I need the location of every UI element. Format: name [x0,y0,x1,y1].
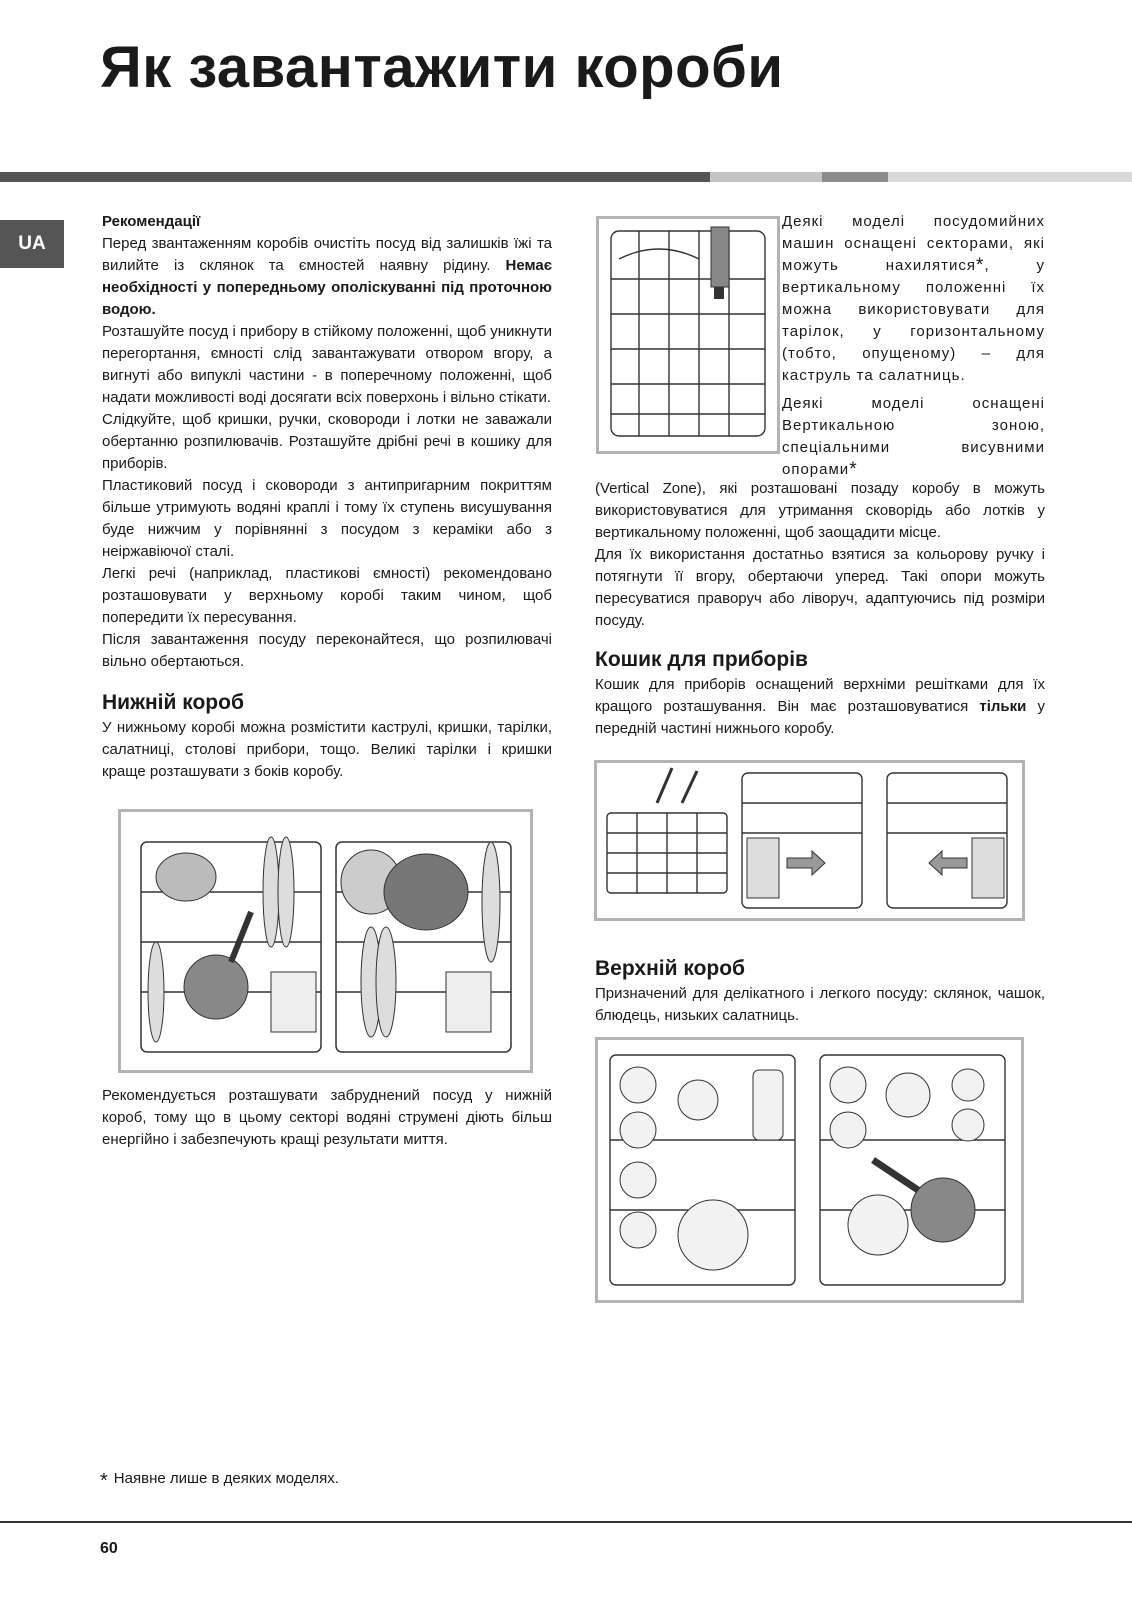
vertical-zone-text: (Vertical Zone), які розташовані позаду коробу в можуть використовуватися для утримання сковорідь або лотків у вертикальному положенні, щоб заощадити місце. Для їх використання достатньо взятися за кольорову ручку і потягнути її вгору, обертаючи уперед. Такі опори можуть пересуватися праворуч або ліворуч, адаптуючись під розміри посуду. Кошик для приборів Кошик для приборів оснащений верхніми решітками для їх кращого розташування. Він має розташовуватися тільки у передній частині нижнього коробу. [595,478,1045,740]
page-title: Як завантажити короби [100,35,784,100]
left-column [102,211,552,783]
header-bar-pale [888,172,1132,182]
header-bar-dark [0,172,710,182]
rec-paragraph-4: Пластиковий посуд і сковороди з антипригарним покриттям більше утримують водяні краплі і тому їх ступень висушування буде нижчим у порівнянні з посудом з кераміки або з неіржавіючої сталі. [102,477,552,560]
rec-paragraph-5: Легкі речі (наприклад, пластикові ємності) рекомендовано розташовувати у верхньому коробі таким чином, щоб попередити їх пересування. [102,565,552,626]
upper-basket-heading: Верхній короб [595,957,746,980]
tilting-sectors-illustration [596,216,780,454]
lower-basket-note: Рекомендується розташувати забруднений посуд у нижній короб, тому що в цьому секторі водяні струмені діють більш енергійно і забезпечують кращі результати миття. [102,1087,552,1148]
language-tab: UA [0,220,64,268]
rec-paragraph-3: Слідкуйте, щоб кришки, ручки, сковороди і лотки не заважали обертанню розпилювачів. Розташуйте дрібні речі в кошику для приборів. [102,411,552,472]
footer-rule [0,1521,1132,1523]
cutlery-basket-heading: Кошик для приборів [595,648,808,671]
cutlery-basket-illustration [594,760,1025,921]
lower-basket-heading: Нижній короб [102,691,244,714]
cutlery-basket-paragraph: Кошик для приборів оснащений верхніми решітками для їх кращого розташування. Він має розташовуватися тільки у передній частині нижнього коробу. [595,676,1045,737]
tilting-sectors-text: Деякі моделі посудомийних машин оснащені секторами, які можуть нахилятися*, у вертикальному положенні їх можна використовувати для тарілок, у горизонтальному (тобто, опущеному) – для каструль та салатниць. Деякі моделі оснащені Вертикальною зоною, спеціальними висувними опорами* [782,213,1045,480]
lower-basket-paragraph: У нижньому коробі можна розмістити каструлі, кришки, тарілки, салатниці, столові прибори, тощо. Великі тарілки і кришки краще розташувати з боків коробу. [102,719,552,780]
header-bar-light [710,172,822,182]
upper-basket-paragraph: Призначений для делікатного і легкого посуду: склянок, чашок, блюдець, низьких салатниць. [595,985,1045,1024]
page-number: 60 [100,1540,118,1557]
rec-paragraph-6: Після завантаження посуду переконайтеся, що розпилювачі вільно обертаються. [102,631,552,670]
recommendations-heading: Рекомендації [102,213,201,230]
footnote: * Наявне лише в деяких моделях. [100,1470,339,1492]
upper-basket-text [595,955,1045,1027]
header-bar-mid [822,172,888,182]
upper-basket-illustration [595,1037,1024,1303]
rec-paragraph-2: Розташуйте посуд і прибору в стійкому положенні, щоб уникнути перегортання, ємності слід завантажувати отвором вгору, а вигнуті або випуклі частини - в поперечному положенні, щоб надати можливості воді досягати всіх поверхонь і вільно стікати. [102,323,552,406]
lower-basket-illustration [118,809,533,1073]
rec-paragraph-1: Перед звантаженням коробів очистіть посуд від залишків їжі та вилийте із склянок та ємностей наявну рідину. Немає необхідності у попередньому ополіскуванні під проточною водою. [102,235,552,318]
